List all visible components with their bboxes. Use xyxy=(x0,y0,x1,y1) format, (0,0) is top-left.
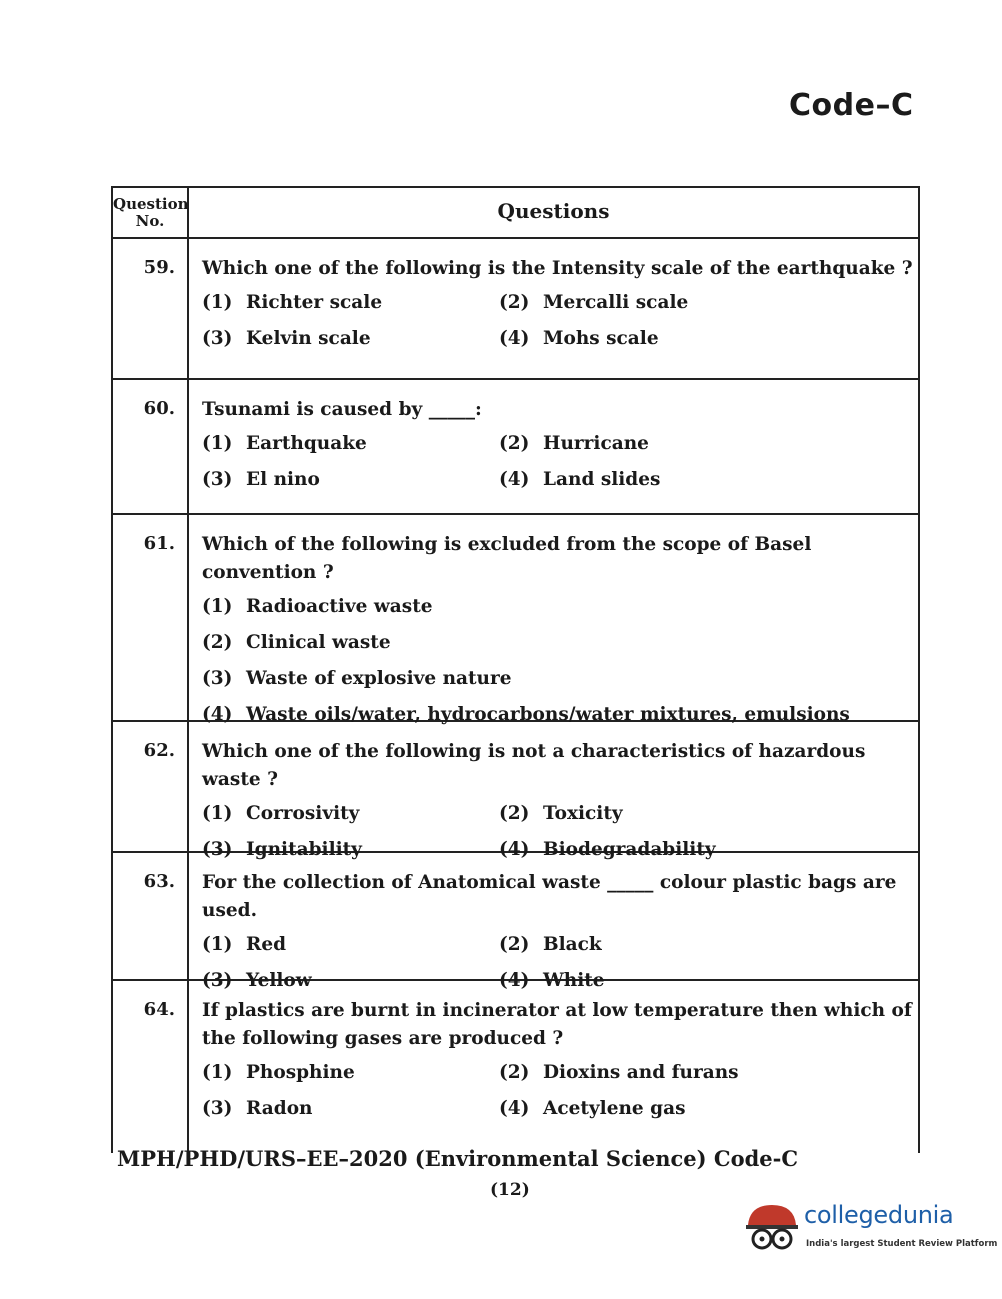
option-1 xyxy=(202,593,918,621)
option-number: (2) xyxy=(202,632,233,653)
question-text: Tsunami is caused by _____: xyxy=(202,399,482,420)
option-3 xyxy=(202,665,918,693)
column-header-questions: Questions xyxy=(497,199,610,223)
option-label: Acetylene gas xyxy=(543,1098,686,1119)
option-number: (2) xyxy=(499,433,530,454)
option-label: Kelvin scale xyxy=(246,328,371,349)
option-2 xyxy=(202,629,918,657)
option-2 xyxy=(499,430,918,458)
column-header-question-no xyxy=(113,188,189,237)
option-1 xyxy=(202,430,499,458)
option-label: Waste of explosive nature xyxy=(246,668,512,689)
option-3 xyxy=(202,325,499,353)
option-label: Richter scale xyxy=(246,292,383,313)
question-body xyxy=(189,722,918,860)
option-number: (2) xyxy=(499,292,530,313)
option-number: (4) xyxy=(499,839,530,860)
option-label: Hurricane xyxy=(543,433,649,454)
option-label: Toxicity xyxy=(543,803,623,824)
option-label: Ignitability xyxy=(246,839,362,860)
option-number: (4) xyxy=(499,469,530,490)
option-number: (3) xyxy=(202,328,233,349)
option-label: Radon xyxy=(246,1098,313,1119)
option-number: (2) xyxy=(499,803,530,824)
option-label: Mercalli scale xyxy=(543,292,689,313)
option-number: (3) xyxy=(202,970,233,991)
option-number: (1) xyxy=(202,934,233,955)
option-1 xyxy=(202,800,499,828)
option-4 xyxy=(499,1095,918,1123)
options-grid xyxy=(202,289,918,353)
option-number: (4) xyxy=(499,328,530,349)
option-label: Radioactive waste xyxy=(246,596,433,617)
column-header-no-label: No. xyxy=(135,212,165,230)
option-number: (2) xyxy=(499,1062,530,1083)
question-number: 64. xyxy=(113,981,189,1153)
question-row-61 xyxy=(113,515,918,725)
question-number: 61. xyxy=(113,515,189,720)
option-number: (4) xyxy=(202,704,233,725)
question-text: Which one of the following is the Intensity scale of the earthquake ? xyxy=(202,258,913,279)
option-3 xyxy=(202,466,499,494)
question-row-64 xyxy=(113,981,918,1153)
option-2 xyxy=(499,1059,918,1087)
option-number: (4) xyxy=(499,1098,530,1119)
option-label: Dioxins and furans xyxy=(543,1062,739,1083)
option-number: (3) xyxy=(202,469,233,490)
option-label: Clinical waste xyxy=(246,632,391,653)
paper-code: Code–C xyxy=(789,88,914,123)
option-label: Land slides xyxy=(543,469,661,490)
question-body xyxy=(189,239,918,378)
page-number: (12) xyxy=(490,1180,530,1200)
question-body xyxy=(189,981,918,1153)
option-2 xyxy=(499,289,918,317)
question-row-59 xyxy=(113,239,918,380)
options-list xyxy=(202,593,918,729)
option-1 xyxy=(202,289,499,317)
option-number: (1) xyxy=(202,292,233,313)
option-label: Earthquake xyxy=(246,433,367,454)
question-row-63 xyxy=(113,853,918,991)
footer-title: MPH/PHD/URS–EE–2020 (Environmental Science) Code-C xyxy=(117,1146,799,1171)
question-row-62 xyxy=(113,722,918,860)
option-number: (1) xyxy=(202,596,233,617)
column-header-question-label: Question xyxy=(113,195,189,213)
option-number: (3) xyxy=(202,668,233,689)
question-number: 63. xyxy=(113,853,189,979)
question-row-60 xyxy=(113,380,918,515)
option-number: (1) xyxy=(202,433,233,454)
option-label: White xyxy=(543,970,605,991)
question-body xyxy=(189,853,918,991)
option-number: (3) xyxy=(202,1098,233,1119)
option-number: (1) xyxy=(202,803,233,824)
question-number: 62. xyxy=(113,722,189,851)
mascot-icon xyxy=(742,1199,802,1255)
option-label: Red xyxy=(246,934,287,955)
option-number: (2) xyxy=(499,934,530,955)
option-number: (3) xyxy=(202,839,233,860)
option-4 xyxy=(499,466,918,494)
option-label: Biodegradability xyxy=(543,839,716,860)
option-label: Corrosivity xyxy=(246,803,360,824)
option-label: Black xyxy=(543,934,602,955)
questions-table xyxy=(111,186,920,1153)
question-text: Which of the following is excluded from the scope of Basel convention ? xyxy=(202,534,818,583)
option-3 xyxy=(202,1095,499,1123)
collegedunia-logo xyxy=(742,1199,998,1259)
question-number: 59. xyxy=(113,239,189,378)
question-body xyxy=(189,380,918,513)
option-2 xyxy=(499,800,918,828)
question-number: 60. xyxy=(113,380,189,513)
question-body xyxy=(189,515,918,725)
option-number: (4) xyxy=(499,970,530,991)
question-text: Which one of the following is not a characteristics of hazardous waste ? xyxy=(202,741,872,790)
option-1 xyxy=(202,931,499,959)
option-1 xyxy=(202,1059,499,1087)
option-label: El nino xyxy=(246,469,320,490)
option-4 xyxy=(499,325,918,353)
logo-tagline: India's largest Student Review Platform xyxy=(806,1239,998,1249)
option-label: Phosphine xyxy=(246,1062,355,1083)
option-2 xyxy=(499,931,918,959)
option-label: Mohs scale xyxy=(543,328,659,349)
options-grid xyxy=(202,430,918,494)
question-text: For the collection of Anatomical waste _____ colour plastic bags are used. xyxy=(202,872,903,921)
option-label: Waste oils/water, hydrocarbons/water mixtures, emulsions xyxy=(246,704,850,725)
table-header xyxy=(113,188,918,239)
logo-wordmark: collegedunia xyxy=(804,1201,954,1229)
option-number: (1) xyxy=(202,1062,233,1083)
option-label: Yellow xyxy=(246,970,312,991)
question-text: If plastics are burnt in incinerator at low temperature then which of the following gases are produced ? xyxy=(202,1000,919,1049)
options-grid xyxy=(202,1059,918,1123)
